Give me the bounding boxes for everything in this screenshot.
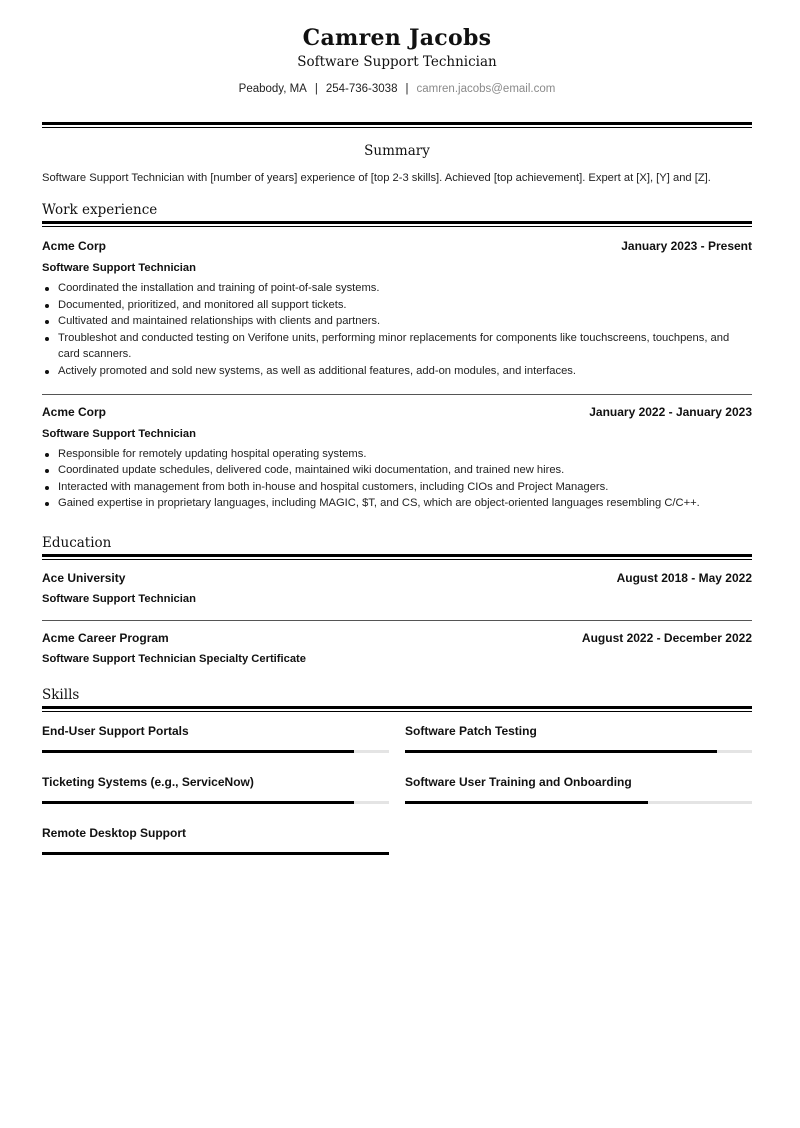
contact-line (42, 81, 752, 97)
education-entry (42, 570, 752, 607)
job-bullets (42, 280, 752, 380)
work-experience-divider (42, 221, 752, 227)
skill-level-fill (405, 801, 648, 804)
education-school: Acme Career Program (42, 630, 169, 645)
skill-level-fill (405, 750, 717, 753)
education-degree: Software Support Technician Specialty Certificate (42, 652, 307, 665)
skill-level-bar (42, 801, 389, 804)
skill-level-bar (405, 801, 752, 804)
education-dates: August 2018 - May 2022 (616, 570, 752, 585)
job-header (42, 404, 752, 420)
skill-level-bar (405, 750, 752, 753)
job-bullet: Documented, prioritized, and monitored all support tickets. (58, 297, 752, 314)
skills-divider (42, 706, 752, 712)
job-entry (42, 404, 752, 512)
job-bullet: Interacted with management from both in-house and hospital customers, including CIOs and Project Managers. (58, 479, 752, 496)
skills-grid (42, 715, 752, 868)
job-bullet: Gained expertise in proprietary languages, including MAGIC, $T, and CS, which are object-oriented languages resembling C/C++. (58, 495, 752, 512)
job-company: Acme Corp (42, 239, 107, 253)
education-dates: August 2022 - December 2022 (581, 630, 752, 645)
skill-item (42, 817, 389, 868)
skill-item (42, 766, 389, 817)
job-bullet: Troubleshot and conducted testing on Verifone units, performing minor replacements for components like touchscreens, touchpens, and card scanners. (58, 330, 752, 363)
skill-item (42, 715, 389, 766)
job-header (42, 238, 752, 254)
job-bullet: Coordinated the installation and training of point-of-sale systems. (58, 280, 752, 297)
candidate-title: Software Support Technician (297, 54, 497, 70)
skill-name: End-User Support Portals (42, 723, 189, 738)
job-bullets (42, 446, 752, 512)
job-bullet: Cultivated and maintained relationships with clients and partners. (58, 313, 752, 330)
skill-name: Remote Desktop Support (42, 825, 187, 840)
skill-name: Software User Training and Onboarding (405, 774, 632, 789)
work-experience-heading: Work experience (42, 202, 158, 218)
contact-phone: 254-736-3038 (325, 83, 398, 95)
skill-item (405, 715, 752, 766)
entry-divider (42, 620, 752, 621)
job-dates: January 2022 - January 2023 (589, 404, 752, 419)
education-header (42, 630, 752, 646)
job-role: Software Support Technician (42, 427, 196, 440)
contact-separator: | (405, 83, 409, 95)
contact-separator: | (314, 83, 318, 95)
skill-level-fill (42, 750, 354, 753)
skills-heading: Skills (42, 686, 80, 703)
job-bullet: Coordinated update schedules, delivered code, maintained wiki documentation, and trained new hires. (58, 462, 752, 479)
job-bullet: Responsible for remotely updating hospital operating systems. (58, 446, 752, 463)
skill-name: Software Patch Testing (405, 723, 537, 738)
skill-level-fill (42, 801, 354, 804)
contact-location: Peabody, MA (238, 83, 307, 95)
education-degree: Software Support Technician (42, 592, 196, 605)
job-role: Software Support Technician (42, 262, 196, 274)
header-divider (42, 122, 752, 128)
candidate-name: Camren Jacobs (302, 25, 492, 51)
job-company: Acme Corp (42, 404, 107, 419)
skill-level-bar (42, 750, 389, 753)
contact-email-link[interactable]: camren.jacobs@email.com (416, 83, 556, 95)
summary-text: Software Support Technician with [number of years] experience of [top 2-3 skills]. Achieved [top achievement]. Expert at [X], [Y] and [Z]. (42, 172, 711, 184)
skill-item (405, 766, 752, 817)
education-heading: Education (42, 534, 112, 551)
resume-page (42, 0, 752, 868)
skill-level-fill (42, 852, 389, 855)
summary-heading: Summary (364, 143, 430, 159)
entry-divider (42, 394, 752, 395)
job-bullet: Actively promoted and sold new systems, as well as additional features, add-on modules, and interfaces. (58, 363, 752, 380)
education-school: Ace University (42, 570, 126, 585)
skill-level-bar (42, 852, 389, 855)
education-header (42, 570, 752, 586)
job-dates: January 2023 - Present (621, 239, 752, 253)
education-divider (42, 554, 752, 560)
skill-name: Ticketing Systems (e.g., ServiceNow) (42, 774, 254, 789)
job-entry (42, 238, 752, 380)
education-entry (42, 630, 752, 667)
